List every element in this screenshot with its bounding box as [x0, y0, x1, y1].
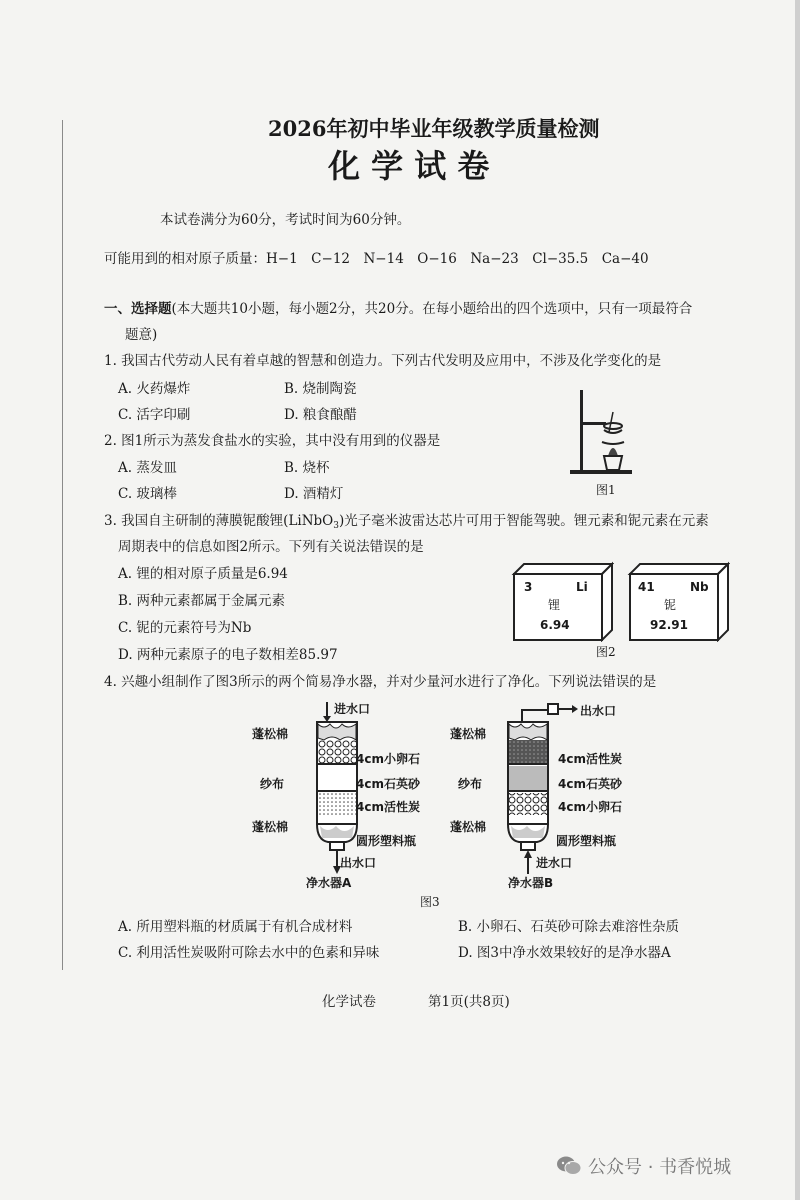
question-4-option-b: B. 小卵石、石英砂可除去难溶性杂质: [458, 919, 680, 935]
question-1-option-a: A. 火药爆炸: [118, 381, 191, 397]
purifier-b-name: 净水器B: [508, 876, 554, 890]
element-cell-niobium: [626, 560, 730, 642]
purifier-a-inlet-label: 进水口: [334, 702, 371, 716]
question-4-stem: 4. 兴趣小组制作了图3所示的两个简易净水器，并对少量河水进行了净化。下列说法错误的是: [104, 674, 657, 690]
question-3-formula-subscript: 3: [333, 521, 339, 531]
footer-subject: 化学试卷: [322, 994, 376, 1010]
question-2-option-b: B. 烧杯: [284, 460, 330, 476]
scan-edge-shadow: [795, 0, 800, 1200]
lithium-atomic-mass: 6.94: [540, 618, 570, 632]
purifier-b-bottle-label: 圆形塑料瓶: [556, 834, 617, 848]
question-1-option-b: B. 烧制陶瓷: [284, 381, 357, 397]
page-title: 化 学 试 卷: [328, 147, 490, 185]
element-cell-lithium: [510, 560, 614, 642]
question-2-option-d: D. 酒精灯: [284, 486, 344, 502]
lithium-atomic-number: 3: [524, 580, 533, 594]
niobium-symbol: Nb: [690, 580, 709, 594]
purifier-a-outlet-label: 出水口: [340, 856, 377, 870]
figure-1-evaporation-apparatus: [566, 386, 646, 478]
question-2-stem: 2. 图1所示为蒸发食盐水的实验，其中没有用到的仪器是: [104, 433, 441, 449]
purifier-a-layer-1-label: 4cm小卵石: [356, 752, 420, 766]
question-3-stem-part2: )光子毫米波雷达芯片可用于智能驾驶。锂元素和铌元素在元素: [338, 513, 709, 529]
figure-2-caption: 图2: [596, 645, 616, 659]
purifier-a-bottom-cotton-label: 蓬松棉: [252, 820, 289, 834]
figure-3-caption: 图3: [420, 895, 440, 909]
exam-instructions: 本试卷满分为60分，考试时间为60分钟。: [160, 212, 411, 228]
question-2-option-c: C. 玻璃棒: [118, 486, 177, 502]
purifier-b-outlet-label: 出水口: [580, 704, 617, 718]
lithium-name: 锂: [548, 598, 561, 612]
purifier-b-gauze-label: 纱布: [458, 777, 483, 791]
question-3-option-c: C. 铌的元素符号为Nb: [118, 620, 252, 636]
question-3-option-b: B. 两种元素都属于金属元素: [118, 593, 286, 609]
purifier-a-layer-3-label: 4cm活性炭: [356, 800, 420, 814]
binding-margin-line: [62, 120, 63, 970]
question-4-option-c: C. 利用活性炭吸附可除去水中的色素和异味: [118, 945, 380, 961]
question-3-stem-line2: 周期表中的信息如图2所示。下列有关说法错误的是: [118, 539, 424, 555]
wechat-icon: [556, 1155, 582, 1182]
question-1-option-c: C. 活字印刷: [118, 407, 191, 423]
wechat-watermark: [556, 1153, 731, 1182]
purifier-b-top-cotton-label: 蓬松棉: [450, 727, 487, 741]
question-1-stem: 1. 我国古代劳动人民有着卓越的智慧和创造力。下列古代发明及应用中，不涉及化学变化的是: [104, 353, 662, 369]
relative-atomic-masses: 可能用到的相对原子质量：H−1 C−12 N−14 O−16 Na−23 Cl−35.5 Ca−40: [104, 251, 649, 267]
question-3-option-d: D. 两种元素原子的电子数相差85.97: [118, 647, 338, 663]
purifier-b-layer-1-label: 4cm活性炭: [558, 752, 622, 766]
question-3-option-a: A. 锂的相对原子质量是6.94: [118, 566, 288, 582]
purifier-b-layer-2-label: 4cm石英砂: [558, 777, 622, 791]
purifier-a-gauze-label: 纱布: [260, 777, 285, 791]
watermark-text: 公众号 · 书香悦城: [588, 1157, 732, 1178]
figure-1-caption: 图1: [596, 483, 616, 497]
question-3-stem-part1: 3. 我国自主研制的薄膜铌酸锂(LiNbO: [104, 513, 334, 529]
niobium-name: 铌: [664, 598, 677, 612]
footer-page-number: 第1页(共8页): [428, 994, 510, 1010]
purifier-a-layer-2-label: 4cm石英砂: [356, 777, 420, 791]
question-1-option-d: D. 粮食酿醋: [284, 407, 357, 423]
question-4-option-d: D. 图3中净水效果较好的是净水器A: [458, 945, 671, 961]
purifier-a-name: 净水器A: [306, 876, 352, 890]
question-4-option-a: A. 所用塑料瓶的材质属于有机合成材料: [118, 919, 353, 935]
lithium-symbol: Li: [576, 580, 588, 594]
niobium-atomic-number: 41: [638, 580, 655, 594]
exam-header-line: 2026年初中毕业年级教学质量检测: [268, 116, 600, 141]
niobium-atomic-mass: 92.91: [650, 618, 688, 632]
section-description-continued: 题意): [125, 327, 158, 343]
section-title: 一、选择题: [104, 301, 172, 317]
purifier-a-top-cotton-label: 蓬松棉: [252, 727, 289, 741]
purifier-b-inlet-label: 进水口: [536, 856, 573, 870]
purifier-b-layer-3-label: 4cm小卵石: [558, 800, 622, 814]
question-2-option-a: A. 蒸发皿: [118, 460, 177, 476]
question-3-stem: [104, 512, 709, 535]
purifier-a-bottle-label: 圆形塑料瓶: [356, 834, 417, 848]
section-heading: [104, 300, 692, 318]
section-description: (本大题共10小题，每小题2分，共20分。在每小题给出的四个选项中，只有一项最符合: [171, 301, 693, 317]
purifier-b-bottom-cotton-label: 蓬松棉: [450, 820, 487, 834]
